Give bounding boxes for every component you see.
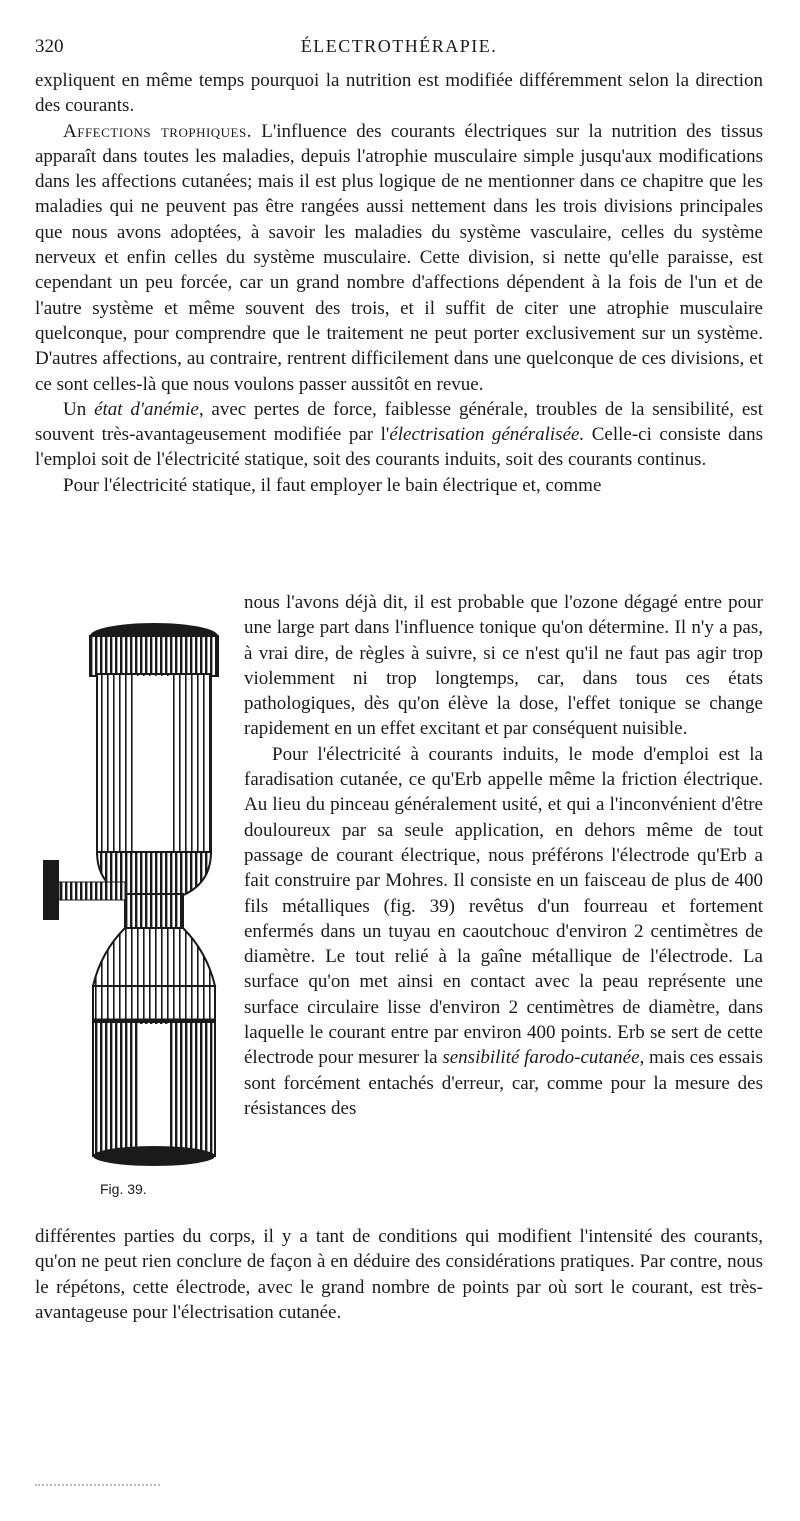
paragraph-5-continued: différentes parties du corps, il y a tant de conditions qui modifient l'intensité des courants, qu'on ne peut rien conclure de façon à en déduire des considérations pratiques. Par contre, nous le répétons, cette électrode, avec le grand nombre de points par où sort le courant, est très-avantageuse pour l'électrisation cutanée. — [35, 1226, 763, 1323]
footer-rule — [35, 1484, 160, 1486]
paragraph-5 — [244, 742, 763, 1121]
paragraph-2 — [35, 119, 763, 397]
emphasis-electrisation: électrisation généralisée. — [389, 424, 585, 446]
electrode-engraving-icon — [35, 614, 233, 1174]
top-text-block — [35, 68, 763, 498]
paragraph-3-b: avec pertes de force, faiblesse générale, troubles de la sensibilité, est souvent très-avantageusement modifiée par l' — [35, 398, 763, 446]
section-heading: Affections trophiques. — [63, 120, 252, 142]
figure-caption: Fig. 39. — [100, 1181, 147, 1197]
page-number: 320 — [35, 36, 64, 57]
paragraph-3 — [35, 397, 763, 473]
paragraph-2-text: L'influence des courants électriques sur la nutrition des tissus apparaît dans toutes les maladies, depuis l'atrophie musculaire simple jusqu'aux modifications dans les affections cutanées; mais il est plus logique de ne mentionner dans ce chapitre que les maladies qui ne peuvent pas être rangées aussi nettement dans les trois divisions principales que nous avons adoptées, à savoir les maladies du système vasculaire, celles du système nerveux et enfin celles du système musculaire. Cette division, si nette qu'elle paraisse, est cependant un peu forcée, car un grand nombre d'affections dépendent à la fois de l'un et de l'autre système et même souvent des trois, et il suffit de citer une atrophie musculaire quelconque, pour comprendre que le traitement ne peut porter exclusivement sur un système. D'autres affections, au contraire, rentrent difficilement dans une quelconque de ces divisions, et ce sont celles-là que nous voulons passer aussitôt en revue. — [35, 120, 764, 395]
paragraph-3-c: Celle-ci consiste dans l'emploi soit de l'électricité statique, soit des courants induits, soit des courants continus. — [35, 424, 763, 471]
side-text-block — [244, 590, 763, 1121]
page-header — [35, 34, 763, 58]
paragraph-4-rest: nous l'avons déjà dit, il est probable que l'ozone dégagé entre pour une large part dans l'influence tonique qu'on détermine. Il n'y a pas, à vrai dire, de règles à suivre, si ce n'est qu'il ne faut pas agir trop violemment ni trop longtemps, car, dans tous ces états pathologiques, dès qu'on élève la dose, l'effet tonique se change rapidement en un effet excitant et par conséquent nuisible. — [244, 592, 763, 740]
running-title: ÉLECTROTHÉRAPIE. — [300, 36, 498, 56]
paragraph-5-b: mais ces essais sont forcément entachés d'erreur, car, comme pour la mesure des résistances des — [244, 1047, 764, 1119]
emphasis-anemie: état d'anémie, — [94, 398, 204, 420]
figure-39 — [35, 614, 233, 1204]
paragraph-4-lead: Pour l'électricité statique, il faut employer le bain électrique et, comme — [63, 474, 602, 496]
paragraph-1: expliquent en même temps pourquoi la nutrition est modifiée différemment selon la direction des courants. — [35, 70, 763, 117]
emphasis-sensibilite: sensibilité farodo-cutanée, — [442, 1047, 645, 1069]
bottom-text-block — [35, 1224, 763, 1325]
paragraph-5-a: Pour l'électricité à courants induits, le mode d'emploi est la faradisation cutanée, ce qu'Erb appelle même la friction électrique. Au lieu du pinceau généralement usité, et qui a l'inconvénient d'être douloureux par sa seule application, en dehors même de tout passage de courant électrique, nous préférons l'électrode qu'Erb a fait construire par Mohres. Il consiste en un faisceau de plus de 400 fils métalliques (fig. 39) revêtus d'un fourreau et fortement enfermés dans un tuyau en caoutchouc d'environ 2 centimètres de diamètre. Le tout relié à la gaîne métallique de l'électrode. La surface qu'on met ainsi en contact avec la peau représente une surface circulaire lisse d'environ 2 centimètres de diamètre, dans laquelle le courant entre par environ 400 points. Erb se sert de cette électrode pour mesurer la — [244, 743, 763, 1069]
paragraph-3-a: Un — [63, 398, 95, 420]
